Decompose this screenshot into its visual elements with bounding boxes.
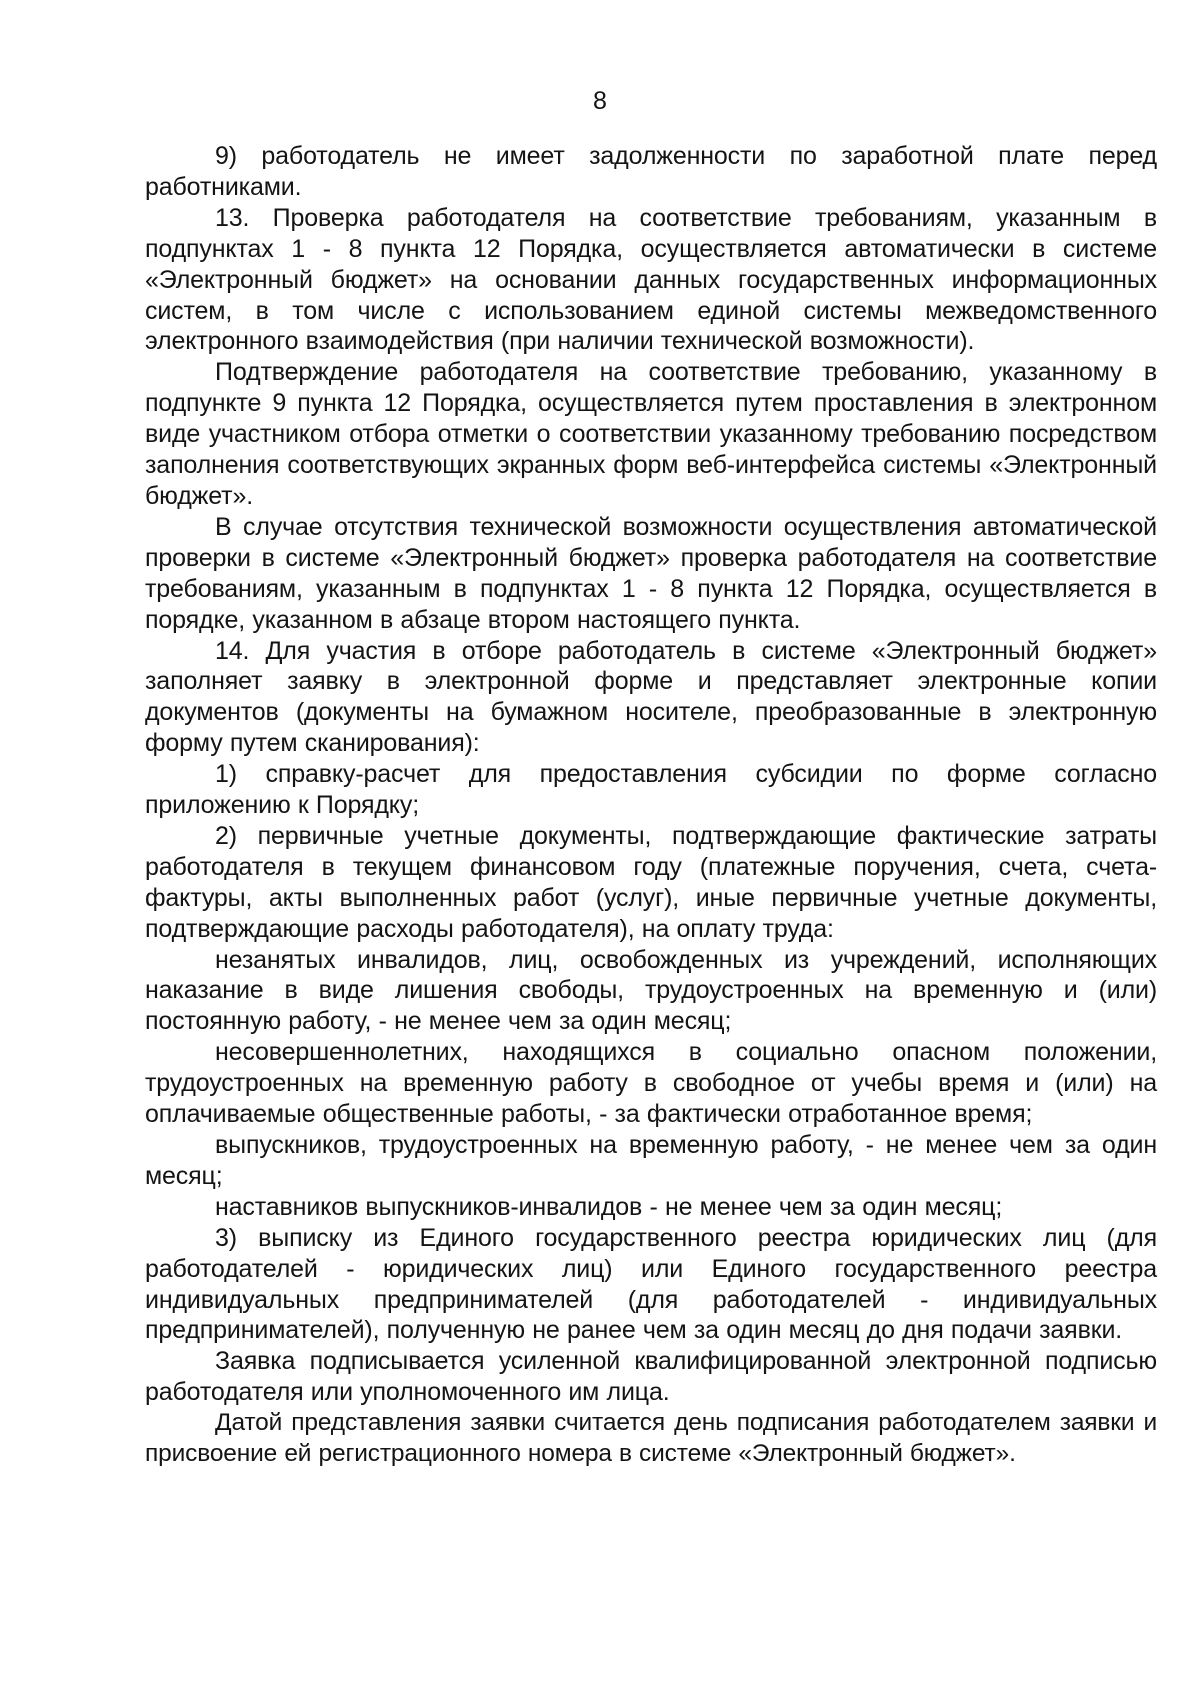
paragraph-item-9: 9) работодатель не имеет задолженности по заработной плате перед работниками. — [145, 142, 1157, 201]
paragraph-section-14: 14. Для участия в отборе работодатель в системе «Электронный бюджет» заполняет заявку в электронной форме и представляет электронные копии документов (документы на бумажном носителе, преобразованные в электронную форму путем сканирования): — [145, 636, 1157, 758]
page-number: 8 — [593, 87, 607, 115]
document-body — [145, 141, 1157, 1470]
paragraph-confirmation: Подтверждение работодателя на соответствие требованию, указанному в подпункте 9 пункта 12 Порядка, осуществляется путем проставления в электронном виде участником отбора отметки о соответствии указанному требованию посредством заполнения соответствующих экранных форм веб-интерфейса системы «Электронный бюджет». — [145, 358, 1157, 510]
paragraph-submission-date: Датой представления заявки считается день подписания работодателем заявки и присвоение ей регистрационного номера в системе «Электронный бюджет». — [145, 1409, 1157, 1468]
paragraph-signature: Заявка подписывается усиленной квалифицированной электронной подписью работодателя или уполномоченного им лица. — [145, 1347, 1157, 1407]
paragraph-minors: несовершеннолетних, находящихся в социально опасном положении, трудоустроенных на временную работу в свободное от учебы время и (или) на оплачиваемые общественные работы, - за фактически отработанное время; — [145, 1038, 1157, 1129]
paragraph-unemployed-disabled: незанятых инвалидов, лиц, освобожденных из учреждений, исполняющих наказание в виде лишения свободы, трудоустроенных на временную и (или) постоянную работу, - не менее чем за один месяц; — [145, 945, 1157, 1036]
paragraph-no-technical-possibility: В случае отсутствия технической возможности осуществления автоматической проверки в системе «Электронный бюджет» проверка работодателя на соответствие требованиям, указанным в подпунктах 1 - 8 пункта 12 Порядка, осуществляется в порядке, указанном в абзаце втором настоящего пункта. — [145, 512, 1157, 634]
paragraph-mentors: наставников выпускников-инвалидов - не менее чем за один месяц; — [215, 1192, 1003, 1221]
paragraph-item-1: 1) справку-расчет для предоставления субсидии по форме согласно приложению к Порядку; — [145, 760, 1157, 820]
paragraph-item-3: 3) выписку из Единого государственного реестра юридических лиц (для работодателей - юридических лиц) или Единого государственного реестра индивидуальных предпринимателей (для работодателей - индивидуальных предпринимателей), полученную не ранее чем за один месяц до дня подачи заявки. — [145, 1223, 1157, 1345]
paragraph-graduates: выпускников, трудоустроенных на временную работу, - не менее чем за один месяц; — [145, 1131, 1157, 1190]
paragraph-section-13: 13. Проверка работодателя на соответствие требованиям, указанным в подпунктах 1 - 8 пункта 12 Порядка, осуществляется автоматически в системе «Электронный бюджет» на основании данных государственных информационных систем, в том числе с использованием единой системы межведомственного электронного взаимодействия (при наличии технической возможности). — [145, 203, 1157, 356]
paragraph-item-2: 2) первичные учетные документы, подтверждающие фактические затраты работодателя в текущем финансовом году (платежные поручения, счета, счета-фактуры, акты выполненных работ (услуг), иные первичные учетные документы, подтверждающие расходы работодателя), на оплату труда: — [145, 821, 1157, 943]
